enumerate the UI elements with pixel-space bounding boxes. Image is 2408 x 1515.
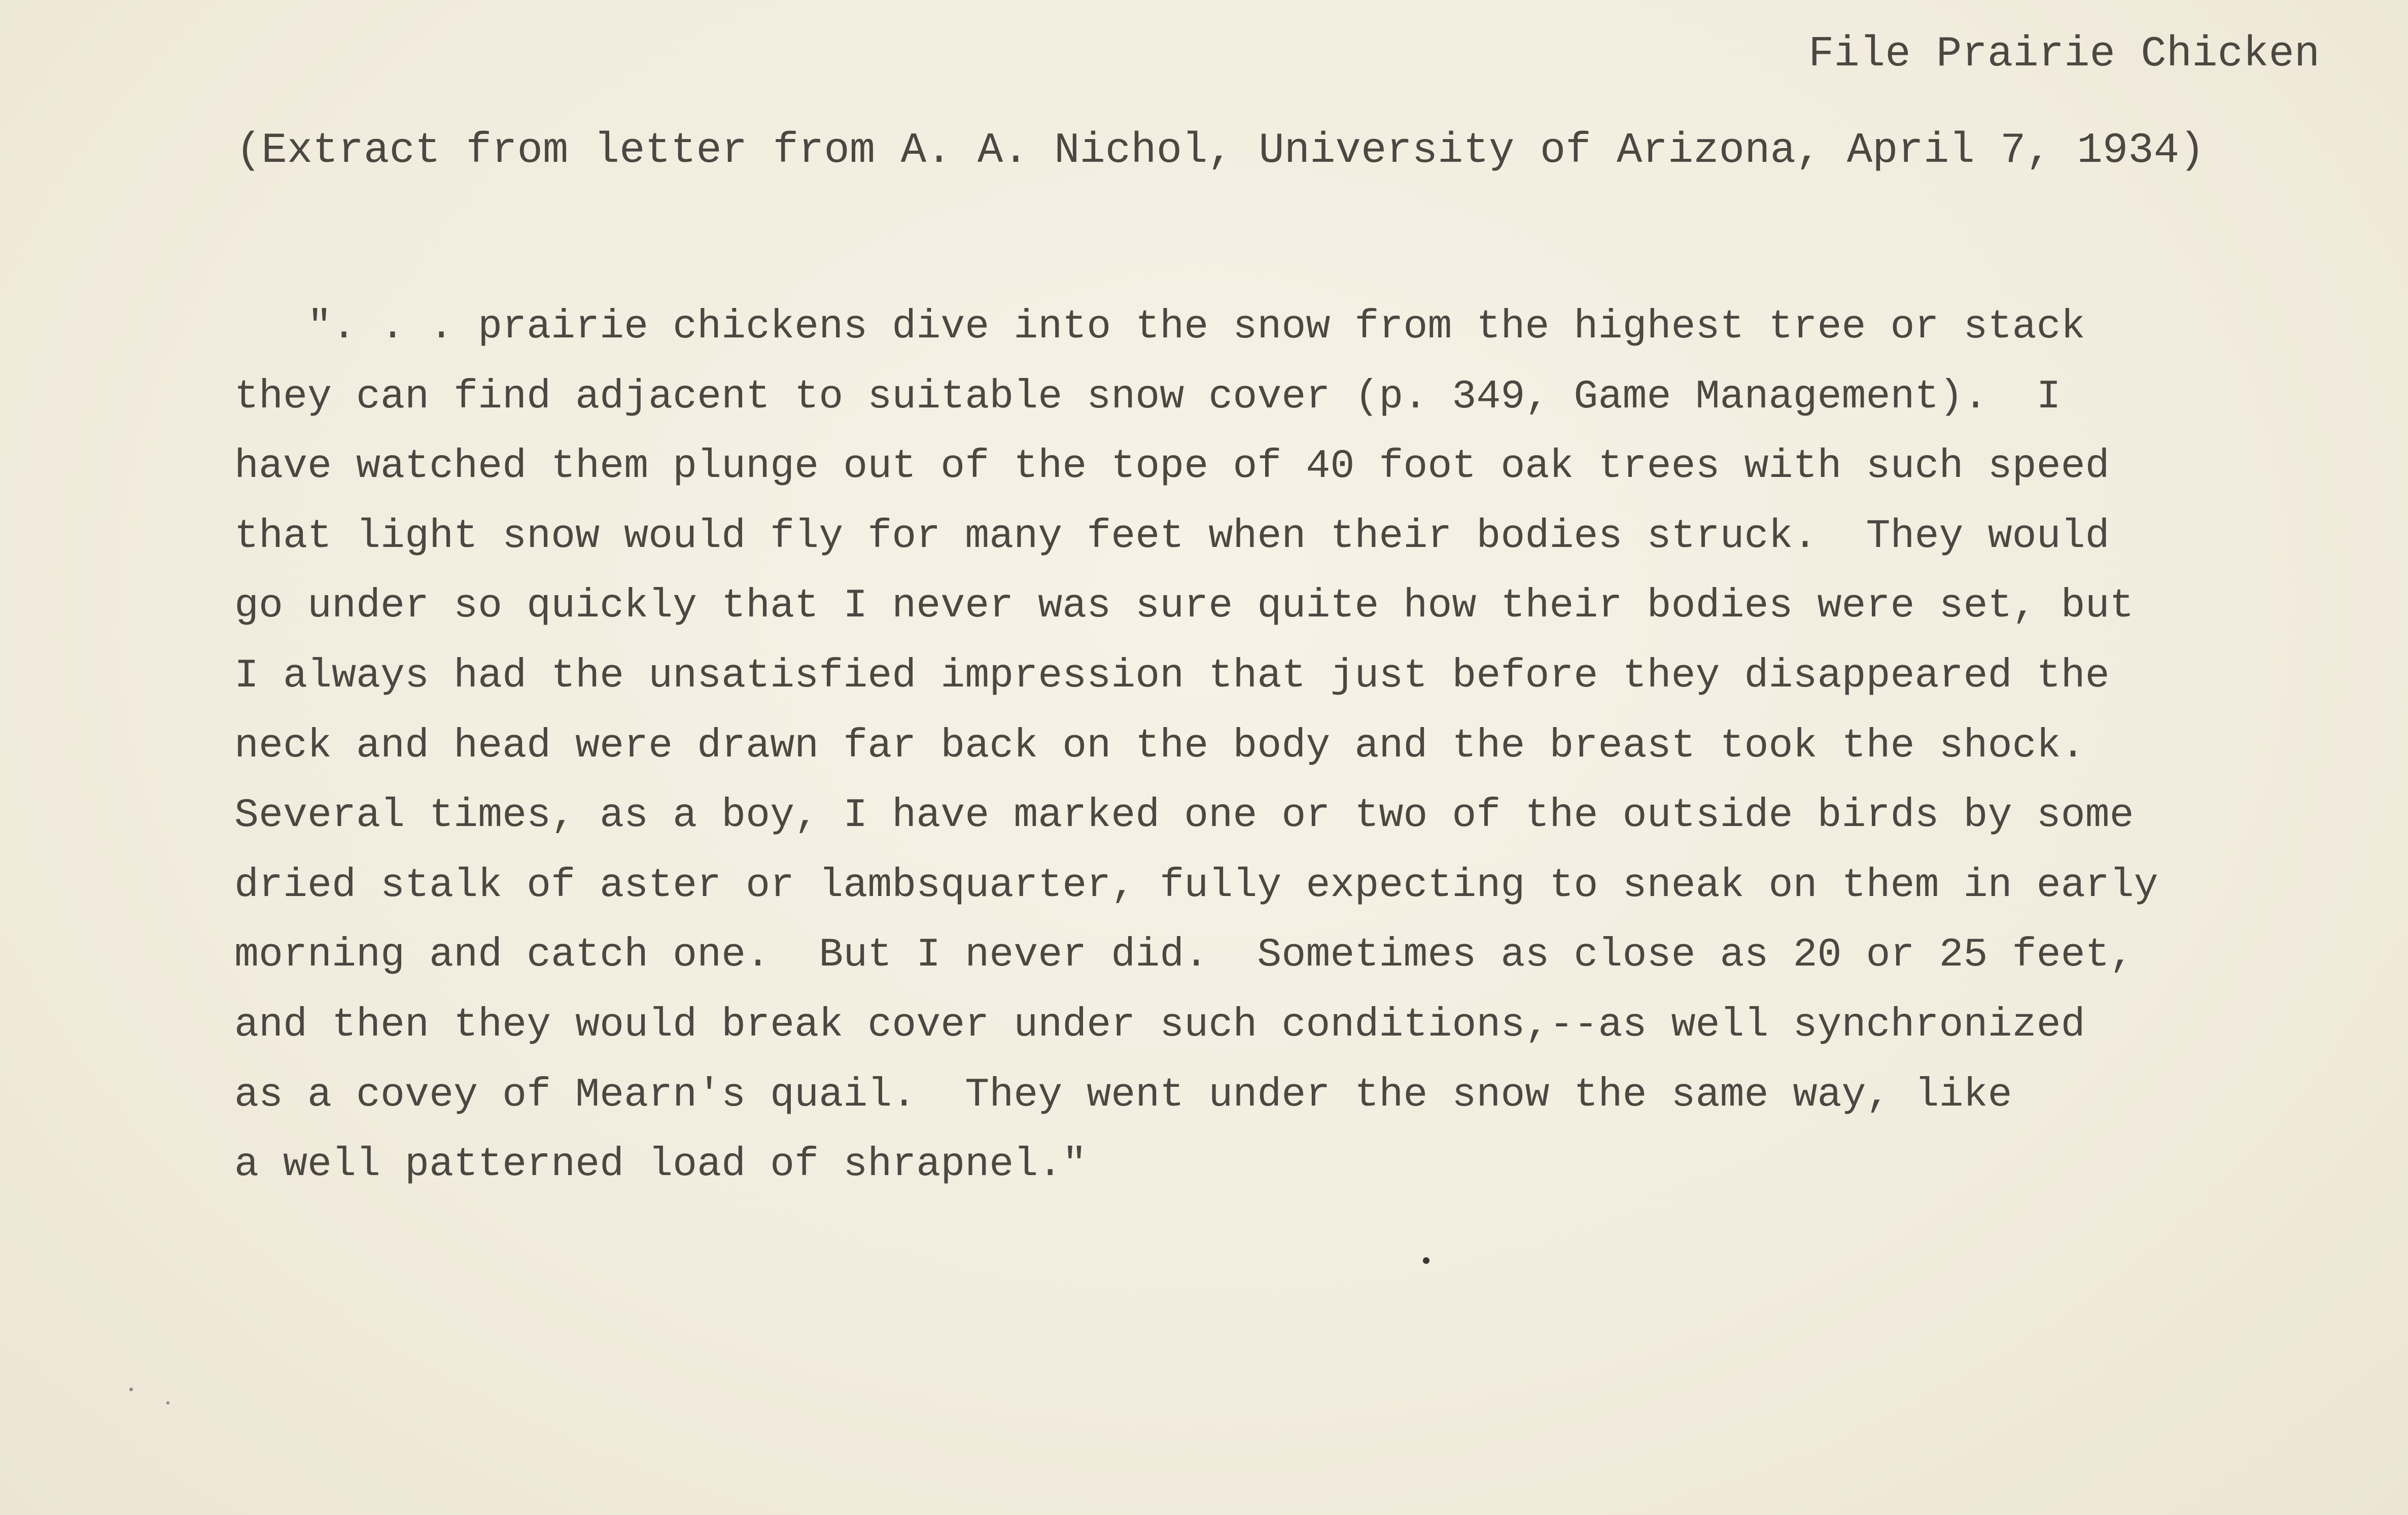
extract-heading: (Extract from letter from A. A. Nichol, University of Arizona, April 7, 1934) — [236, 127, 2205, 175]
quote-line: ". . . prairie chickens dive into the snow from the highest tree or stack — [234, 304, 2085, 350]
quote-line: Several times, as a boy, I have marked one or two of the outside birds by some — [234, 793, 2134, 839]
quote-line: go under so quickly that I never was sure quite how their bodies were set, but — [234, 583, 2134, 630]
quote-line: dried stalk of aster or lambsquarter, fully expecting to sneak on them in early — [234, 862, 2158, 909]
quote-line: and then they would break cover under such conditions,--as well synchronized — [234, 1002, 2085, 1048]
quote-line: a well patterned load of shrapnel." — [234, 1142, 1087, 1188]
quote-line: that light snow would fly for many feet when their bodies struck. They would — [234, 513, 2110, 560]
quote-line: as a covey of Mearn's quail. They went under the snow the same way, like — [234, 1072, 2012, 1118]
quote-line: they can find adjacent to suitable snow cover (p. 349, Game Management). I — [234, 373, 2061, 420]
quote-line: have watched them plunge out of the tope of 40 foot oak trees with such speed — [234, 443, 2110, 490]
quote-line: neck and head were drawn far back on the body and the breast took the shock. — [234, 722, 2085, 769]
ink-speck — [1423, 1257, 1429, 1264]
quote-line: morning and catch one. But I never did. Sometimes as close as 20 or 25 feet, — [234, 932, 2134, 979]
quote-block — [234, 283, 2158, 1209]
file-label: File Prairie Chicken — [1808, 30, 2320, 79]
paper-speck — [166, 1401, 169, 1404]
quote-line: I always had the unsatisfied impression that just before they disappeared the — [234, 652, 2110, 699]
paper-speck — [129, 1388, 133, 1391]
